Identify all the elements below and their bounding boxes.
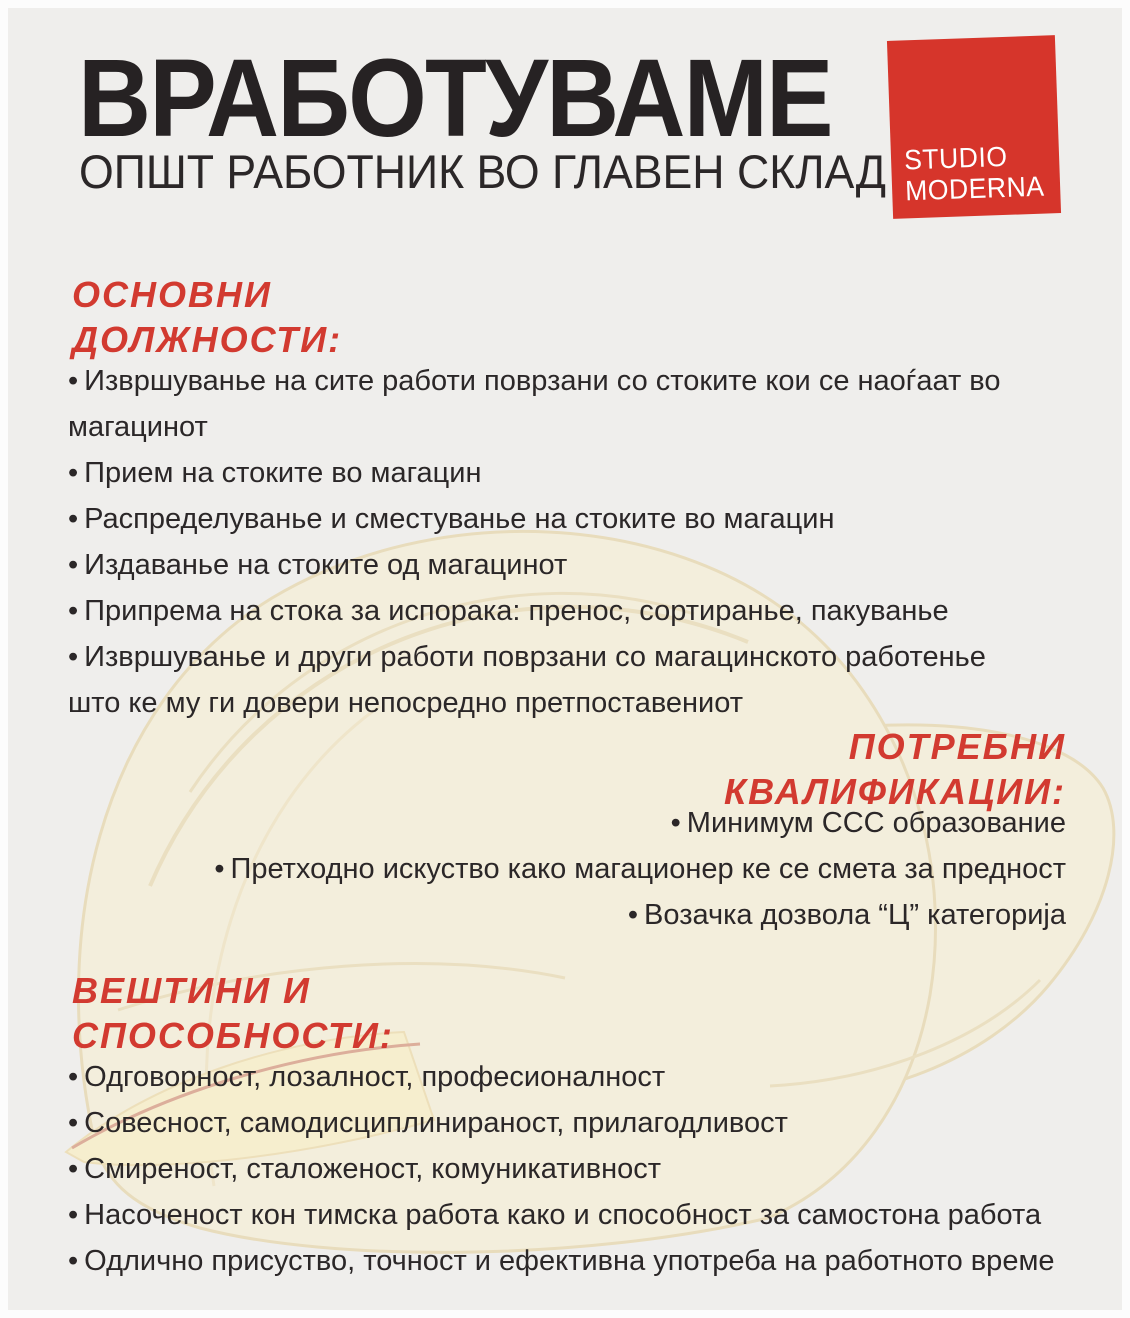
list-item: • Распределуванье и сместуванье на стоките во магацин (68, 503, 835, 535)
heading-line: СПОСОБНОСТИ: (72, 1015, 394, 1056)
heading-line: ВЕШТИНИ И (72, 970, 311, 1011)
logo-text-line1: STUDIO (903, 140, 1008, 176)
bullet-marker: • (68, 365, 79, 397)
bullet-marker: • (68, 457, 79, 489)
list-item: • Смиреност, сталоженост, комуникативност (68, 1153, 662, 1185)
list-item: • Извршуванье и други работи поврзани со магацинското работенье што ке му ги довери непосредно претпоставениот (68, 641, 986, 719)
bullet-marker: • (214, 853, 225, 885)
page-title: ВРАБОТУВАМЕ (78, 37, 832, 160)
heading-line: ОСНОВНИ (72, 274, 272, 315)
bullet-marker: • (68, 1153, 79, 1185)
skills-list (68, 1054, 1088, 1284)
section-heading-skills (72, 968, 394, 1058)
list-item: • Насоченост кон тимска работа како и способност за самостона работа (68, 1199, 1042, 1231)
list-item: • Одговорност, лозалност, професионалност (68, 1061, 666, 1093)
logo-text-line2: MODERNA (904, 170, 1045, 207)
bullet-marker: • (68, 1061, 79, 1093)
heading-line: КВАЛИФИКАЦИИ: (724, 771, 1066, 812)
bullet-marker: • (670, 807, 681, 839)
section-heading-duties (72, 272, 342, 362)
bullet-marker: • (68, 595, 79, 627)
list-item: • Извршуванье на сите работи поврзани со стоките кои се наоѓаат во магацинот (68, 365, 1001, 443)
studio-moderna-logo (887, 35, 1061, 219)
list-item: • Одлично присуство, точност и ефективна употреба на работното време (68, 1245, 1055, 1277)
bullet-marker: • (68, 1199, 79, 1231)
page-subtitle: ОПШТ РАБОТНИК ВО ГЛАВЕН СКЛАД (79, 145, 887, 198)
list-item: • Претходно искуство како магационер ке се смета за предност (214, 853, 1066, 885)
bullet-marker: • (627, 899, 639, 931)
list-item: • Возачка дозвола “Ц” категорија (627, 899, 1066, 931)
bullet-marker: • (68, 1107, 79, 1139)
duties-list (68, 358, 1036, 726)
qualifications-list (66, 800, 1066, 938)
bullet-marker: • (68, 1245, 79, 1277)
heading-line: ДОЛЖНОСТИ: (72, 319, 343, 360)
bullet-marker: • (68, 503, 79, 535)
bullet-marker: • (68, 549, 79, 581)
heading-line: ПОТРЕБНИ (848, 726, 1066, 767)
bullet-marker: • (68, 641, 79, 673)
list-item: • Припрема на стока за испорака: пренос, сортиранье, пакуванье (68, 595, 949, 627)
list-item: • Совесност, самодисциплинираност, прилагодливост (68, 1107, 788, 1139)
list-item: • Издаванье на стоките од магацинот (68, 549, 568, 581)
list-item: • Минимум ССС образование (670, 807, 1066, 839)
list-item: • Прием на стоките во магацин (68, 457, 482, 489)
